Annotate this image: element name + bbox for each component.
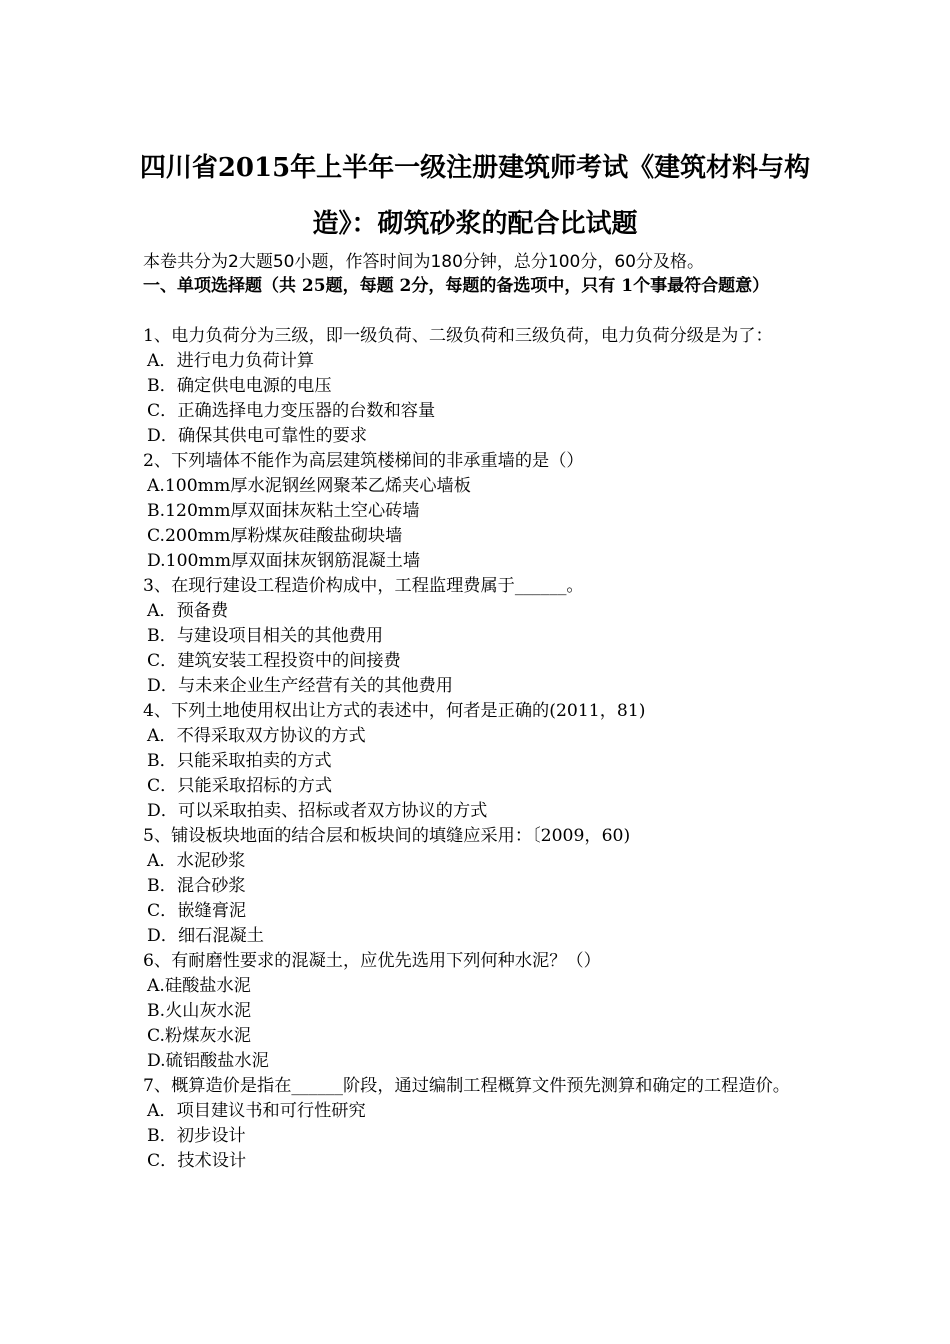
question-text: 7、概算造价是指在______阶段，通过编制工程概算文件预先测算和确定的工程造价。 bbox=[143, 1076, 790, 1096]
question-2 bbox=[143, 449, 811, 574]
question-text: 2、下列墙体不能作为高层建筑楼梯间的非承重墙的是（） bbox=[143, 451, 584, 471]
question-1 bbox=[143, 324, 811, 449]
question-7 bbox=[143, 1074, 811, 1174]
option-c: C．建筑安装工程投资中的间接费 bbox=[147, 651, 401, 671]
option-b: B.火山灰水泥 bbox=[147, 1001, 252, 1021]
option-a: A.100mm厚水泥钢丝网聚苯乙烯夹心墙板 bbox=[147, 476, 471, 496]
option-c: C．技术设计 bbox=[147, 1151, 247, 1171]
question-4 bbox=[143, 699, 811, 824]
option-d: D．可以采取拍卖、招标或者双方协议的方式 bbox=[147, 801, 488, 821]
option-c: C．只能采取招标的方式 bbox=[147, 776, 333, 796]
option-c: C．嵌缝膏泥 bbox=[147, 901, 247, 921]
option-b: B．确定供电电源的电压 bbox=[147, 376, 332, 396]
option-a: A．水泥砂浆 bbox=[147, 851, 246, 871]
question-5 bbox=[143, 824, 811, 949]
question-text: 3、在现行建设工程造价构成中，工程监理费属于______。 bbox=[143, 576, 584, 596]
question-list bbox=[143, 324, 811, 1174]
exam-intro: 本卷共分为2大题50小题，作答时间为180分钟，总分100分，60分及格。 bbox=[143, 252, 704, 272]
option-b: B.120mm厚双面抹灰粘土空心砖墙 bbox=[147, 501, 420, 521]
option-c: C.200mm厚粉煤灰硅酸盐砌块墙 bbox=[147, 526, 403, 546]
option-d: D.硫铝酸盐水泥 bbox=[147, 1051, 269, 1071]
question-text: 6、有耐磨性要求的混凝土，应优先选用下列何种水泥？（） bbox=[143, 951, 601, 971]
question-3 bbox=[143, 574, 811, 699]
option-d: D．细石混凝土 bbox=[147, 926, 264, 946]
option-a: A．项目建议书和可行性研究 bbox=[147, 1101, 366, 1121]
option-d: D.100mm厚双面抹灰钢筋混凝土墙 bbox=[147, 551, 421, 571]
option-d: D．与未来企业生产经营有关的其他费用 bbox=[147, 676, 453, 696]
document-title: 四川省2015年上半年一级注册建筑师考试《建筑材料与构造》：砌筑砂浆的配合比试题 bbox=[139, 153, 811, 239]
option-b: B．只能采取拍卖的方式 bbox=[147, 751, 332, 771]
option-b: B．初步设计 bbox=[147, 1126, 246, 1146]
option-c: C.粉煤灰水泥 bbox=[147, 1026, 251, 1046]
option-a: A．不得采取双方协议的方式 bbox=[147, 726, 366, 746]
option-a: A．进行电力负荷计算 bbox=[147, 351, 315, 371]
section-heading: 一、单项选择题（共 25题，每题 2分，每题的备选项中，只有 1个事最符合题意） bbox=[143, 276, 770, 296]
question-text: 4、下列土地使用权出让方式的表述中，何者是正确的(2011，81) bbox=[143, 701, 646, 721]
option-a: A．预备费 bbox=[147, 601, 229, 621]
option-b: B．混合砂浆 bbox=[147, 876, 246, 896]
option-a: A.硅酸盐水泥 bbox=[147, 976, 251, 996]
question-6 bbox=[143, 949, 811, 1074]
option-b: B．与建设项目相关的其他费用 bbox=[147, 626, 384, 646]
option-c: C．正确选择电力变压器的台数和容量 bbox=[147, 401, 436, 421]
option-d: D．确保其供电可靠性的要求 bbox=[147, 426, 368, 446]
question-text: 5、铺设板块地面的结合层和板块间的填缝应采用：〔2009，60) bbox=[143, 826, 631, 846]
question-text: 1、电力负荷分为三级，即一级负荷、二级负荷和三级负荷，电力负荷分级是为了： bbox=[143, 326, 773, 346]
